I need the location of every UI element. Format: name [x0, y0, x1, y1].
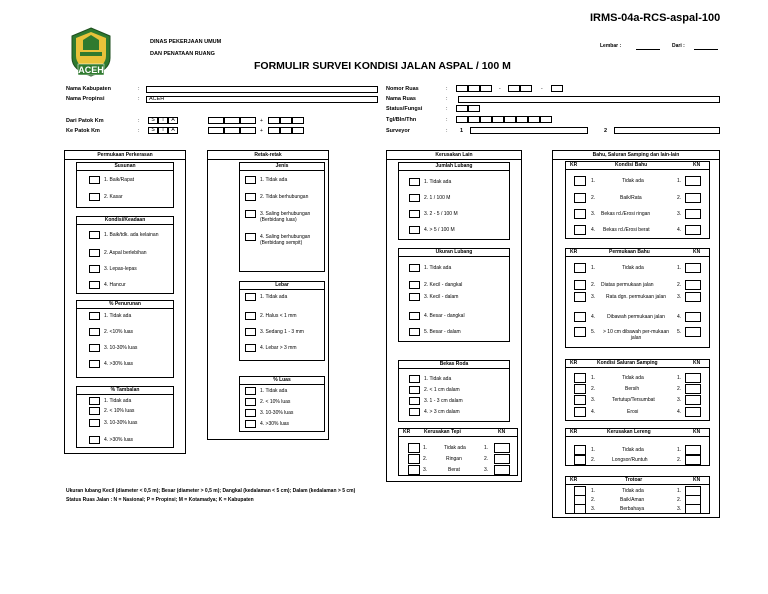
- colon: :: [446, 96, 448, 102]
- option-label: 2. Kasar: [104, 194, 123, 200]
- kr-checkbox[interactable]: [574, 455, 586, 465]
- sta-cells-ke[interactable]: [148, 127, 178, 134]
- kn-label: KN: [693, 360, 701, 366]
- option-label: 2. < 10% luas: [104, 408, 135, 414]
- row-number: 3.: [677, 397, 682, 403]
- sta-cells-dari[interactable]: [148, 117, 178, 124]
- kr-label: KR: [570, 477, 578, 483]
- nomor-ruas-cells-3[interactable]: [551, 85, 563, 92]
- kr-checkbox[interactable]: [574, 504, 586, 514]
- kr-checkbox[interactable]: [408, 454, 420, 464]
- kr-checkbox[interactable]: [574, 395, 586, 405]
- option-label: 1. Tidak ada: [104, 313, 132, 319]
- dash: -: [499, 86, 501, 92]
- kr-checkbox[interactable]: [574, 327, 586, 337]
- dari-field[interactable]: [694, 49, 718, 50]
- option-label: 3. 10-30% luas: [260, 410, 294, 416]
- sta-t: T: [158, 127, 168, 134]
- option-label: 1. Tidak ada: [260, 177, 288, 183]
- nomor-ruas-label: Nomor Ruas: [386, 86, 419, 92]
- row-label: Tidak ada: [622, 447, 644, 453]
- group-title: Jumlah Lubang: [399, 163, 509, 171]
- row-number: 5.: [591, 329, 596, 335]
- sta-s: S: [148, 117, 158, 124]
- kn-label: KN: [498, 429, 506, 435]
- option-label: 3. 10-30% luas: [104, 345, 138, 351]
- surveyor-label: Surveyor: [386, 128, 410, 134]
- permukaan-bahu-rows: [565, 256, 710, 348]
- nomor-ruas-cells[interactable]: [456, 85, 492, 92]
- row-number: 2.: [677, 195, 682, 201]
- row-number: 5.: [677, 329, 682, 335]
- row-number: 4.: [677, 409, 682, 415]
- group-title: Kondisi/Keadaan: [77, 217, 173, 225]
- row-number: 3.: [484, 467, 489, 473]
- row-number: 3.: [591, 211, 596, 217]
- section-title: Bahu, Saluran Samping dan lain-lain: [553, 151, 719, 160]
- option-label: 2. <10% luas: [104, 329, 134, 335]
- checkbox[interactable]: [89, 249, 100, 257]
- m-cells-ke[interactable]: [268, 127, 304, 134]
- kr-checkbox[interactable]: [574, 373, 586, 383]
- dari-label: Dari :: [672, 43, 685, 49]
- checkbox[interactable]: [409, 281, 420, 289]
- kondisi-bahu-rows: [565, 169, 710, 239]
- kr-checkbox[interactable]: [574, 225, 586, 235]
- checkbox[interactable]: [409, 386, 420, 394]
- nomor-ruas-cells-2[interactable]: [508, 85, 532, 92]
- plus-sign: +: [260, 118, 263, 124]
- kr-checkbox[interactable]: [574, 407, 586, 417]
- kn-checkbox[interactable]: [685, 193, 701, 203]
- colon: :: [446, 86, 448, 92]
- option-label: 1. Baik/tdk. ada kelainan: [104, 232, 159, 238]
- svg-text:ACEH: ACEH: [78, 65, 104, 75]
- group-title: Lebar: [240, 282, 324, 290]
- checkbox[interactable]: [409, 397, 420, 405]
- row-number: 4.: [591, 227, 596, 233]
- row-number: 1.: [484, 445, 489, 451]
- row-label: Tertutup/Tersumbat: [612, 397, 655, 403]
- checkbox[interactable]: [409, 312, 420, 320]
- status-fungsi-cells[interactable]: [456, 105, 480, 112]
- org-line-2: DAN PENATAAN RUANG: [150, 51, 215, 57]
- checkbox[interactable]: [89, 407, 100, 415]
- lembar-field[interactable]: [636, 49, 660, 50]
- nama-kabupaten-label: Nama Kabupaten: [66, 86, 111, 92]
- option-label: 2. < 10% luas: [260, 399, 291, 405]
- kn-checkbox[interactable]: [685, 504, 701, 514]
- group-title: Kerusakan Tepi: [424, 429, 461, 435]
- checkbox[interactable]: [409, 264, 420, 272]
- kn-checkbox[interactable]: [685, 292, 701, 302]
- checkbox[interactable]: [89, 360, 100, 368]
- option-label: 3. Saling berhubungan (Berbidang luas): [260, 211, 311, 223]
- checkbox[interactable]: [409, 375, 420, 383]
- kn-checkbox[interactable]: [494, 443, 510, 453]
- row-label: Rata dgn. permukaan jalan: [605, 294, 667, 300]
- sta-a: A: [168, 127, 178, 134]
- option-label: 4. Saling berhubungan (Berbidang sempit): [260, 234, 311, 246]
- group-title: % Tambalan: [77, 387, 173, 395]
- kn-checkbox[interactable]: [494, 465, 510, 475]
- option-label: 1. Tidak ada: [260, 294, 288, 300]
- colon: :: [138, 96, 140, 102]
- row-number: 2.: [591, 282, 596, 288]
- kn-checkbox[interactable]: [685, 209, 701, 219]
- row-label: Bekas rd./Erosi berat: [603, 227, 650, 233]
- section-title: Kerusakan Lain: [387, 151, 521, 160]
- section-title: Permukaan Perkerasan: [65, 151, 185, 160]
- aceh-logo: [66, 26, 116, 78]
- checkbox[interactable]: [89, 281, 100, 289]
- surveyor-1-field[interactable]: [470, 127, 588, 134]
- checkbox[interactable]: [245, 176, 256, 184]
- option-label: 4. > 3 cm dalam: [424, 409, 460, 415]
- checkbox[interactable]: [89, 419, 100, 427]
- kn-checkbox[interactable]: [685, 384, 701, 394]
- row-number: 2.: [484, 456, 489, 462]
- row-number: 1.: [591, 447, 596, 453]
- option-label: 1. Tidak ada: [424, 265, 452, 271]
- kn-checkbox[interactable]: [685, 327, 701, 337]
- option-label: 3. 10-30% luas: [104, 420, 138, 426]
- row-label: Bekas rd./Erosi ringan: [601, 211, 651, 217]
- kn-label: KN: [693, 429, 701, 435]
- colon: :: [446, 117, 448, 123]
- footnote-ukuran-lubang: Ukuran lubang Kecil (diameter < 0,5 m); Besar (diameter > 0,5 m); Dangkal (kedalaman < 5 cm); Dalam (kedalaman > 5 cm): [66, 488, 356, 494]
- checkbox[interactable]: [89, 397, 100, 405]
- kn-checkbox[interactable]: [685, 455, 701, 465]
- checkbox[interactable]: [409, 178, 420, 186]
- row-number: 1.: [677, 488, 682, 494]
- option-label: 4. >30% luas: [104, 437, 134, 443]
- kn-label: KN: [693, 162, 701, 168]
- row-number: 1.: [591, 488, 596, 494]
- kr-checkbox[interactable]: [574, 209, 586, 219]
- kn-checkbox[interactable]: [685, 407, 701, 417]
- option-label: 2. Kecil - dangkal: [424, 282, 463, 288]
- form-title: FORMULIR SURVEI KONDISI JALAN ASPAL / 100 M: [254, 60, 511, 72]
- kn-checkbox[interactable]: [685, 225, 701, 235]
- nama-propinsi-label: Nama Propinsi: [66, 96, 105, 102]
- status-fungsi-label: Status/Fungsi: [386, 106, 423, 112]
- surveyor-1-label: 1: [460, 128, 464, 134]
- row-label: Ringan: [446, 456, 462, 462]
- row-label: Diatas permukaan jalan: [601, 282, 654, 288]
- checkbox[interactable]: [245, 193, 256, 201]
- surveyor-2-field[interactable]: [614, 127, 720, 134]
- document-code: IRMS-04a-RCS-aspal-100: [590, 12, 721, 24]
- option-label: 2. Tidak berhubungan: [260, 194, 309, 200]
- group-title: Kondisi Saluran Samping: [597, 360, 658, 366]
- kn-checkbox[interactable]: [494, 454, 510, 464]
- row-number: 3.: [677, 211, 682, 217]
- group-title: Kerusakan Lereng: [607, 429, 651, 435]
- option-label: 1. Tidak ada: [424, 179, 452, 185]
- checkbox[interactable]: [245, 420, 256, 428]
- colon: :: [446, 106, 448, 112]
- kn-checkbox[interactable]: [685, 280, 701, 290]
- option-label: 3. Kecil - dalam: [424, 294, 459, 300]
- row-label: > 10 cm dibawah per-mukaan jalan: [603, 329, 670, 341]
- checkbox[interactable]: [409, 328, 420, 336]
- kn-checkbox[interactable]: [685, 395, 701, 405]
- row-number: 3.: [677, 506, 682, 512]
- row-number: 3.: [591, 294, 596, 300]
- option-label: 4. Lebar > 3 mm: [260, 345, 297, 351]
- group-title: Permukaan Bahu: [609, 249, 650, 255]
- nama-ruas-field[interactable]: [458, 96, 720, 103]
- row-number: 4.: [677, 314, 682, 320]
- row-number: 1.: [591, 265, 596, 271]
- row-label: Berat: [448, 467, 460, 473]
- row-label: Tidak ada: [444, 445, 466, 451]
- group-title: Kondisi Bahu: [615, 162, 648, 168]
- kerusakan-tepi-rows: [398, 436, 518, 476]
- row-label: Erosi: [627, 409, 639, 415]
- sta-s: S: [148, 127, 158, 134]
- lembar-label: Lembar :: [600, 43, 622, 49]
- tgl-cells[interactable]: [456, 116, 552, 123]
- checkbox[interactable]: [245, 387, 256, 395]
- row-label: Tidak ada: [622, 375, 644, 381]
- row-label: Tidak ada: [622, 488, 644, 494]
- row-number: 2.: [591, 386, 596, 392]
- kr-checkbox[interactable]: [574, 312, 586, 322]
- option-label: 4. Besar - dangkal: [424, 313, 465, 319]
- option-label: 1. Tidak ada: [260, 388, 288, 394]
- option-label: 4. >30% luas: [104, 361, 134, 367]
- kn-checkbox[interactable]: [685, 445, 701, 455]
- group-title: Jenis: [240, 163, 324, 171]
- lereng-rows: [565, 436, 710, 466]
- susunan-group: [76, 162, 174, 208]
- row-number: 3.: [423, 467, 428, 473]
- trotoar-rows: [565, 484, 710, 514]
- option-label: 1. Baik/Rapat: [104, 177, 135, 183]
- kr-label: KR: [570, 360, 578, 366]
- row-number: 2.: [591, 457, 596, 463]
- colon: :: [138, 118, 140, 124]
- checkbox[interactable]: [245, 409, 256, 417]
- checkbox[interactable]: [245, 312, 256, 320]
- checkbox[interactable]: [245, 344, 256, 352]
- checkbox[interactable]: [89, 193, 100, 201]
- row-number: 4.: [591, 409, 596, 415]
- kr-checkbox[interactable]: [574, 263, 586, 273]
- kn-label: KN: [693, 249, 701, 255]
- checkbox[interactable]: [89, 436, 100, 444]
- checkbox[interactable]: [89, 231, 100, 239]
- row-number: 1.: [591, 375, 596, 381]
- option-label: 2. < 1 cm dalam: [424, 387, 460, 393]
- group-title: Ukuran Lubang: [399, 249, 509, 257]
- row-number: 2.: [423, 456, 428, 462]
- sta-a: A: [168, 117, 178, 124]
- group-title: Susunan: [77, 163, 173, 171]
- row-number: 1.: [677, 375, 682, 381]
- km-cells-ke[interactable]: [208, 127, 256, 134]
- row-label: Bersih: [625, 386, 640, 392]
- checkbox[interactable]: [245, 328, 256, 336]
- row-number: 1.: [677, 178, 682, 184]
- row-label: Baik/Aman: [620, 497, 645, 503]
- option-label: 3. Lepas-lepas: [104, 266, 137, 272]
- kn-checkbox[interactable]: [685, 176, 701, 186]
- kr-checkbox[interactable]: [408, 465, 420, 475]
- section-title: Retak-retak: [208, 151, 328, 160]
- row-label: Longsor/Runtuh: [612, 457, 648, 463]
- row-number: 1.: [677, 265, 682, 271]
- surveyor-2-label: 2: [604, 128, 608, 134]
- colon: :: [138, 86, 140, 92]
- group-title: Trotoar: [625, 477, 643, 483]
- sta-t: T: [158, 117, 168, 124]
- group-title: % Luas: [240, 377, 324, 385]
- option-label: 3. 2 - 5 / 100 M: [424, 211, 458, 217]
- row-number: 3.: [677, 294, 682, 300]
- checkbox[interactable]: [245, 210, 256, 218]
- colon: :: [138, 128, 140, 134]
- m-cells-dari[interactable]: [268, 117, 304, 124]
- kn-checkbox[interactable]: [685, 263, 701, 273]
- org-line-1: DINAS PEKERJAAN UMUM: [150, 39, 222, 45]
- row-number: 4.: [677, 227, 682, 233]
- kn-label: KN: [693, 477, 701, 483]
- kr-label: KR: [570, 162, 578, 168]
- row-number: 2.: [591, 195, 596, 201]
- kn-checkbox[interactable]: [685, 312, 701, 322]
- row-number: 1.: [423, 445, 428, 451]
- row-number: 3.: [591, 397, 596, 403]
- row-number: 4.: [591, 314, 596, 320]
- group-title: % Penurunan: [77, 301, 173, 309]
- kr-checkbox[interactable]: [574, 193, 586, 203]
- checkbox[interactable]: [89, 265, 100, 273]
- kr-label: KR: [403, 429, 411, 435]
- kr-checkbox[interactable]: [574, 384, 586, 394]
- row-label: Tidak ada: [622, 265, 644, 271]
- option-label: 2. 1 / 100 M: [424, 195, 451, 201]
- checkbox[interactable]: [245, 233, 256, 241]
- checkbox[interactable]: [89, 328, 100, 336]
- row-label: Dibawah permukaan jalan: [607, 314, 665, 320]
- option-label: 4. > 5 / 100 M: [424, 227, 455, 233]
- row-number: 2.: [677, 497, 682, 503]
- checkbox[interactable]: [409, 408, 420, 416]
- checkbox[interactable]: [245, 293, 256, 301]
- nama-propinsi-field[interactable]: ACEH: [146, 96, 378, 103]
- checkbox[interactable]: [409, 210, 420, 218]
- row-label: Baik/Rata: [620, 195, 642, 201]
- checkbox[interactable]: [409, 293, 420, 301]
- row-number: 1.: [677, 447, 682, 453]
- option-label: 4. Hancur: [104, 282, 126, 288]
- option-label: 1. Tidak ada: [104, 398, 132, 404]
- kr-checkbox[interactable]: [574, 280, 586, 290]
- kr-checkbox[interactable]: [574, 445, 586, 455]
- checkbox[interactable]: [89, 344, 100, 352]
- kr-label: KR: [570, 249, 578, 255]
- row-number: 2.: [591, 497, 596, 503]
- checkbox[interactable]: [409, 194, 420, 202]
- kr-checkbox[interactable]: [574, 176, 586, 186]
- nama-ruas-label: Nama Ruas: [386, 96, 416, 102]
- kr-label: KR: [570, 429, 578, 435]
- checkbox[interactable]: [409, 226, 420, 234]
- dash: -: [541, 86, 543, 92]
- checkbox[interactable]: [89, 176, 100, 184]
- footnote-status-ruas: Status Ruas Jalan : N = Nasional; P = Propinsi; M = Kotamadya; K = Kabupaten: [66, 497, 254, 503]
- tgl-label: Tgl/Bln/Thn: [386, 117, 417, 123]
- row-number: 2.: [677, 282, 682, 288]
- row-label: Tidak ada: [622, 178, 644, 184]
- saluran-rows: [565, 367, 710, 421]
- km-cells-dari[interactable]: [208, 117, 256, 124]
- colon: :: [446, 128, 448, 134]
- option-label: 3. 1 - 3 cm dalam: [424, 398, 463, 404]
- kr-checkbox[interactable]: [574, 292, 586, 302]
- group-title: Bekas Roda: [399, 361, 509, 369]
- row-number: 2.: [677, 457, 682, 463]
- checkbox[interactable]: [89, 312, 100, 320]
- option-label: 4. >30% luas: [260, 421, 290, 427]
- nama-kabupaten-field[interactable]: [146, 86, 378, 93]
- option-label: 3. Sedang 1 - 3 mm: [260, 329, 304, 335]
- row-number: 2.: [677, 386, 682, 392]
- option-label: 2. Aspal berlebihan: [104, 250, 147, 256]
- checkbox[interactable]: [245, 398, 256, 406]
- row-number: 1.: [591, 178, 596, 184]
- kr-checkbox[interactable]: [408, 443, 420, 453]
- plus-sign: +: [260, 128, 263, 134]
- option-label: 1. Tidak ada: [424, 376, 452, 382]
- option-label: 5. Besar - dalam: [424, 329, 461, 335]
- kn-checkbox[interactable]: [685, 373, 701, 383]
- option-label: 2. Halus < 1 mm: [260, 313, 297, 319]
- row-label: Berbahaya: [620, 506, 645, 512]
- row-number: 3.: [591, 506, 596, 512]
- ke-patok-label: Ke Patok Km: [66, 128, 100, 134]
- dari-patok-label: Dari Patok Km: [66, 118, 104, 124]
